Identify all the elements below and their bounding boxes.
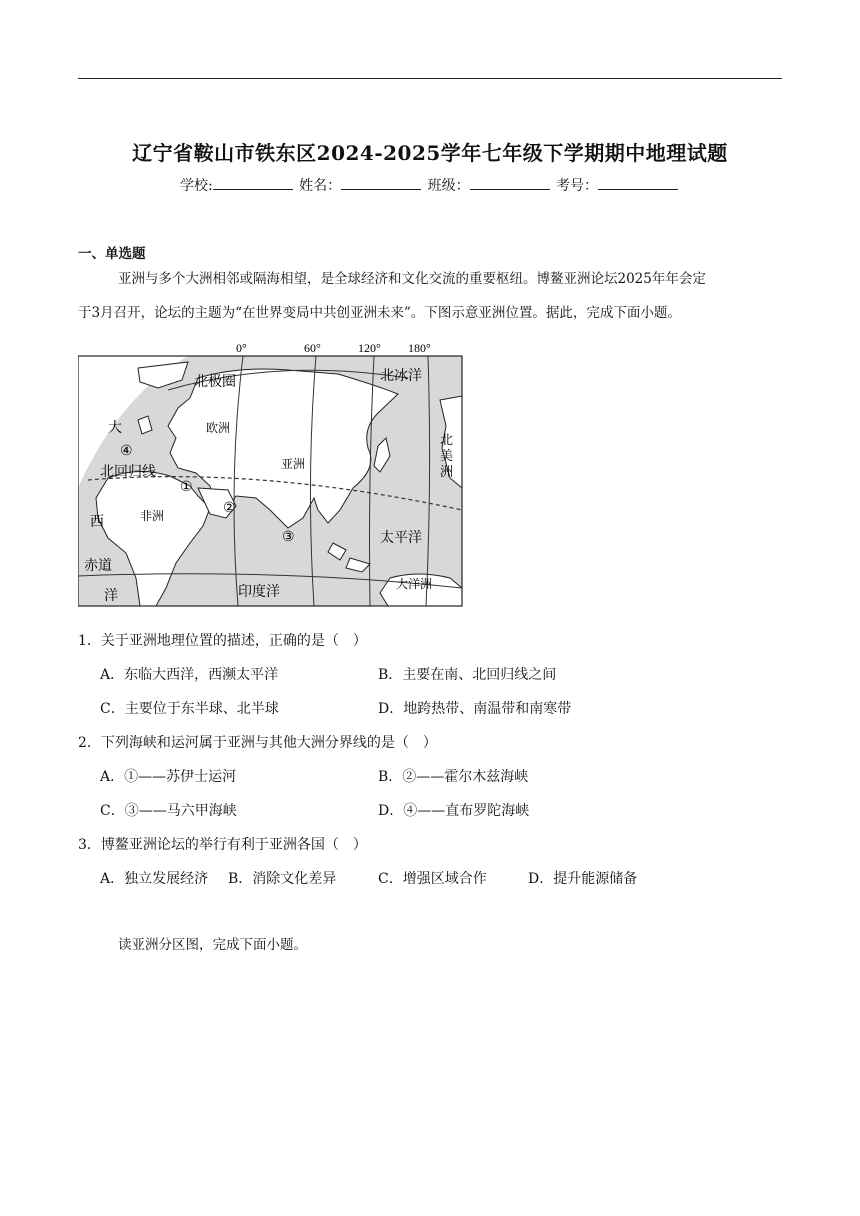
- lon-label-180: 180°: [408, 341, 431, 355]
- class-label: 班级：: [427, 178, 470, 194]
- q3-option-b[interactable]: B．消除文化差异: [228, 871, 337, 887]
- marker-3: ③: [282, 529, 295, 545]
- student-info-fields: [0, 175, 860, 195]
- intro-line-1: 亚洲与多个大洲相邻或隔海相望，是全球经济和文化交流的重要枢纽。博鳌亚洲论坛2025年年会定: [118, 271, 706, 287]
- marker-1: ①: [180, 479, 193, 495]
- q1-option-a[interactable]: A．东临大西洋，西濒太平洋: [100, 667, 279, 683]
- label-atlantic-3: 洋: [104, 588, 118, 604]
- label-tropic-of-cancer: 北回归线: [100, 464, 156, 480]
- school-label: 学校:: [179, 178, 213, 194]
- label-indian-ocean: 印度洋: [238, 584, 280, 600]
- q3-option-d[interactable]: D．提升能源储备: [528, 871, 638, 887]
- q1-option-d[interactable]: D．地跨热带、南温带和南寒带: [378, 701, 572, 717]
- lon-label-60: 60°: [304, 341, 321, 355]
- q2-option-b[interactable]: B．②——霍尔木兹海峡: [378, 769, 529, 785]
- marker-2: ②: [223, 500, 236, 516]
- exam-number-label: 考号：: [556, 178, 599, 194]
- page-title: 辽宁省鞍山市铁东区2024-2025学年七年级下学期期中地理试题: [132, 141, 728, 165]
- label-pacific: 太平洋: [380, 530, 422, 546]
- question-3-stem: 3．博鳌亚洲论坛的举行有利于亚洲各国（ ）: [78, 837, 367, 853]
- lon-label-120: 120°: [358, 341, 381, 355]
- exam-number-blank[interactable]: [598, 177, 678, 190]
- label-atlantic-1: 大: [108, 420, 122, 436]
- label-na-1: 北: [440, 433, 454, 448]
- label-atlantic-2: 西: [90, 514, 104, 530]
- label-arctic-ocean: 北冰洋: [380, 368, 422, 384]
- label-na-3: 洲: [440, 465, 454, 480]
- name-blank[interactable]: [341, 177, 421, 190]
- q2-option-d[interactable]: D．④——直布罗陀海峡: [378, 803, 530, 819]
- q3-option-c[interactable]: C．增强区域合作: [378, 871, 487, 887]
- q2-option-c[interactable]: C．③——马六甲海峡: [100, 803, 237, 819]
- q3-option-a[interactable]: A．独立发展经济: [100, 871, 209, 887]
- label-oceania: 大洋洲: [396, 577, 433, 591]
- label-europe: 欧洲: [206, 421, 231, 435]
- intro-line-2: 于3月召开，论坛的主题为“在世界变局中共创亚洲未来”。下图示意亚洲位置。据此，完成下面小题。: [78, 305, 681, 321]
- label-equator: 赤道: [84, 558, 112, 574]
- school-blank[interactable]: [213, 177, 293, 190]
- question-1-stem: 1．关于亚洲地理位置的描述，正确的是（ ）: [78, 633, 367, 649]
- label-na-2: 美: [440, 449, 454, 464]
- label-arctic-circle: 北极圈: [194, 374, 236, 390]
- label-africa: 非洲: [140, 509, 165, 523]
- class-blank[interactable]: [470, 177, 550, 190]
- section-heading: 一、单选题: [78, 246, 146, 262]
- lon-label-0: 0°: [236, 341, 247, 355]
- q1-option-c[interactable]: C．主要位于东半球、北半球: [100, 701, 279, 717]
- q1-option-b[interactable]: B．主要在南、北回归线之间: [378, 667, 557, 683]
- name-label: 姓名：: [299, 178, 342, 194]
- followup-instruction: 读亚洲分区图，完成下面小题。: [118, 937, 307, 953]
- asia-location-map: [78, 338, 464, 608]
- marker-4: ④: [120, 443, 133, 459]
- q2-option-a[interactable]: A．①——苏伊士运河: [100, 769, 237, 785]
- label-asia: 亚洲: [281, 457, 306, 471]
- question-2-stem: 2．下列海峡和运河属于亚洲与其他大洲分界线的是（ ）: [78, 735, 437, 751]
- top-rule: [78, 78, 782, 79]
